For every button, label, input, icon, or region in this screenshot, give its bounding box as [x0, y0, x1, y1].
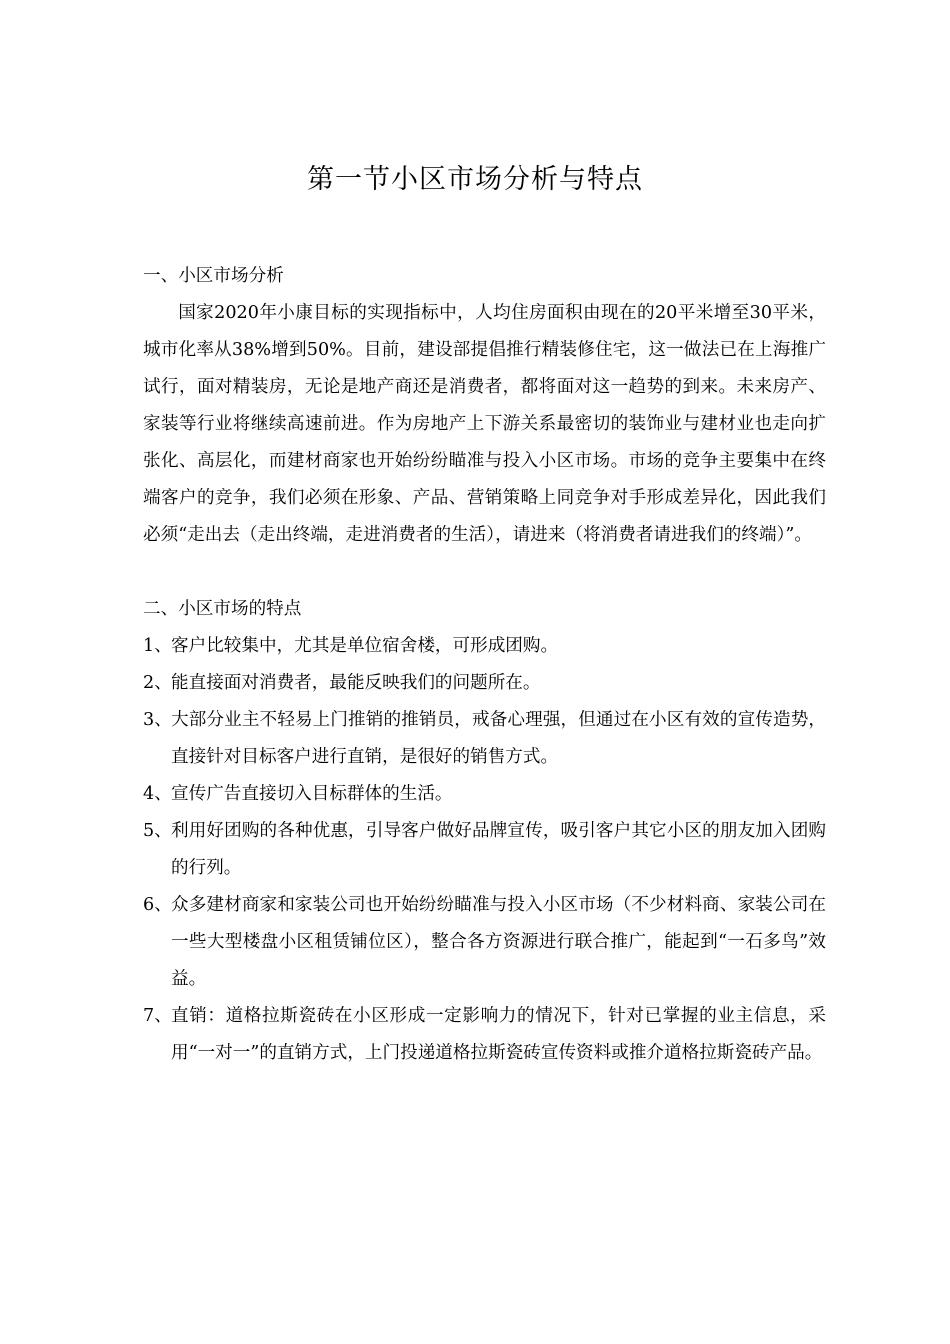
document-body [143, 258, 826, 1072]
list-item-number: 6、 [143, 895, 172, 915]
list-item [143, 628, 826, 665]
features-list [143, 628, 826, 1072]
list-item-text: 利用好团购的各种优惠，引导客户做好品牌宣传，吸引客户其它小区的朋友加入团购的行列。 [171, 821, 826, 878]
list-item-text: 直销：道格拉斯瓷砖在小区形成一定影响力的情况下，针对已掌握的业主信息，采用“一对一”的直销方式，上门投递道格拉斯瓷砖宣传资料或推介道格拉斯瓷砖产品。 [171, 1006, 826, 1063]
list-item-number: 7、 [143, 1006, 172, 1026]
list-item [143, 702, 826, 776]
list-item-text: 宣传广告直接切入目标群体的生活。 [171, 784, 453, 804]
list-item-number: 4、 [143, 784, 172, 804]
section-spacer [143, 554, 826, 591]
list-item-number: 3、 [143, 710, 172, 730]
list-item-text: 大部分业主不轻易上门推销的推销员，戒备心理强，但通过在小区有效的宣传造势，直接针对目标客户进行直销，是很好的销售方式。 [171, 710, 826, 767]
list-item-number: 1、 [143, 636, 172, 656]
list-item [143, 998, 826, 1072]
list-item [143, 813, 826, 887]
market-analysis-paragraph: 国家2020年小康目标的实现指标中，人均住房面积由现在的20平米增至30平米，城市化率从38%增到50%。目前，建设部提倡推行精装修住宅，这一做法已在上海推广试行，面对精装房，无论是地产商还是消费者，都将面对这一趋势的到来。未来房产、家装等行业将继续高速前进。作为房地产上下游关系最密切的装饰业与建材业也走向扩张化、高层化，而建材商家也开始纷纷瞄准与投入小区市场。市场的竞争主要集中在终端客户的竞争，我们必须在形象、产品、营销策略上同竞争对手形成差异化，因此我们必须“走出去（走出终端，走进消费者的生活），请进来（将消费者请进我们的终端）”。 [143, 303, 826, 545]
list-item-text: 客户比较集中，尤其是单位宿舍楼，可形成团购。 [171, 636, 559, 656]
list-item-text: 众多建材商家和家装公司也开始纷纷瞄准与投入小区市场（不少材料商、家装公司在一些大型楼盘小区租赁铺位区），整合各方资源进行联合推广，能起到“一石多鸟”效益。 [171, 895, 826, 989]
list-item [143, 665, 826, 702]
list-item-number: 5、 [143, 821, 172, 841]
section-heading-market-analysis: 一、小区市场分析 [143, 266, 284, 286]
list-item-text: 能直接面对消费者，最能反映我们的问题所在。 [171, 673, 541, 693]
list-item [143, 887, 826, 998]
list-item-number: 2、 [143, 673, 172, 693]
section-heading-market-features: 二、小区市场的特点 [143, 599, 302, 619]
page-title: 第一节小区市场分析与特点 [307, 164, 643, 195]
list-item [143, 776, 826, 813]
